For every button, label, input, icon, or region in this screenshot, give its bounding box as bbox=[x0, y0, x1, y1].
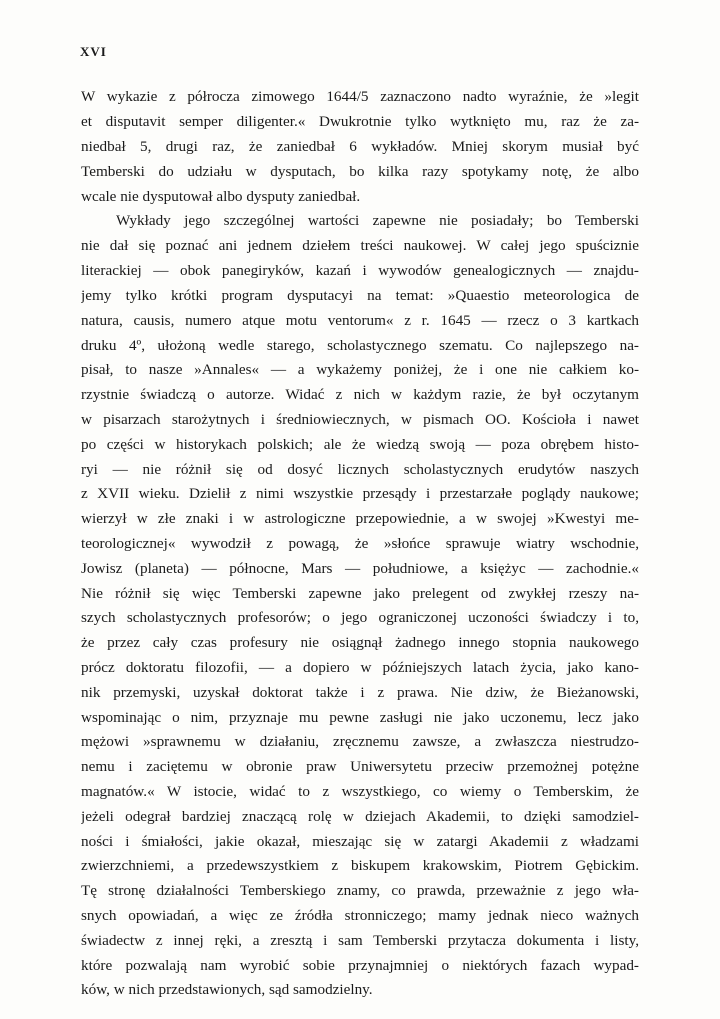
text-line: natura, causis, numero atque motu ventorum« z r. 1645 — rzecz o 3 kartkach bbox=[81, 312, 639, 329]
text-line: że przez cały czas profesury nie osiągnął żadnego innego stopnia naukowego bbox=[81, 634, 639, 651]
text-line: Tę stronę działalności Temberskiego znamy, co prawda, przeważnie z jego wła- bbox=[81, 882, 639, 899]
text-line: Nie różnił się więc Temberski zapewne jako prelegent od zwykłej rzeszy na- bbox=[81, 585, 639, 602]
text-line: jemy tylko krótki program dysputacyi na temat: »Quaestio meteorologica de bbox=[81, 287, 639, 304]
text-line: z XVII wieku. Dzielił z nimi wszystkie przesądy i przestarzałe poglądy naukowe; bbox=[81, 485, 639, 502]
text-line: ryi — nie różnił się od dosyć licznych scholastycznych erudytów naszych bbox=[81, 461, 639, 478]
text-line: zwierzchniemi, a przedewszystkiem z biskupem krakowskim, Piotrem Gębickim. bbox=[81, 857, 639, 874]
text-line: Jowisz (planeta) — północne, Mars — południowe, a księżyc — zachodnie.« bbox=[81, 560, 639, 577]
text-line: prócz doktoratu filozofii, — a dopiero w późniejszych latach życia, jako kano- bbox=[81, 659, 639, 676]
text-line: szych scholastycznych profesorów; o jego ograniczonej uczoności świadczy i to, bbox=[81, 609, 639, 626]
text-line: w pisarzach starożytnych i średniowiecznych, w pismach OO. Kościoła i nawet bbox=[81, 411, 639, 428]
text-line: nemu i zaciętemu w obronie praw Uniwersytetu przeciw przemożnej potężne bbox=[81, 758, 639, 775]
text-line: ności i śmiałości, jakie okazał, mieszając się w zatargi Akademii z władzami bbox=[81, 833, 639, 850]
text-line: wspominając o nim, przyznaje mu pewne zasługi nie jako uczonemu, lecz jako bbox=[81, 709, 639, 726]
text-line: po części w historykach polskich; ale że wiedzą swoją — poza obrębem histo- bbox=[81, 436, 639, 453]
text-line: teorologicznej« wywodził z powagą, że »słońce sprawuje wiatry wschodnie, bbox=[81, 535, 639, 552]
text-line: nik przemyski, uzyskał doktorat także i z prawa. Nie dziw, że Bieżanowski, bbox=[81, 684, 639, 701]
text-line: wcale nie dysputował albo dysputy zaniedbał. bbox=[81, 188, 361, 205]
text-line: magnatów.« W istocie, widać to z wszystkiego, co wiemy o Temberskim, że bbox=[81, 783, 639, 800]
text-line: Wykłady jego szczególnej wartości zapewne nie posiadały; bo Temberski bbox=[116, 212, 639, 229]
page-number: XVI bbox=[80, 44, 107, 59]
text-line: et disputavit semper diligenter.« Dwukrotnie tylko wytknięto mu, raz że za- bbox=[81, 113, 639, 130]
text-line: jeżeli odegrał bardziej znaczącą rolę w dziejach Akademii, to dzięki samodziel- bbox=[81, 808, 639, 825]
text-line: snych opowiadań, a więc ze źródła stronniczego; mamy jednak nieco ważnych bbox=[81, 907, 639, 924]
text-line: nie dał się poznać ani jednem dziełem treści naukowej. W całej jego spuściznie bbox=[81, 237, 639, 254]
text-line: literackiej — obok panegiryków, kazań i wywodów genealogicznych — znajdu- bbox=[81, 262, 639, 279]
text-line: W wykazie z półrocza zimowego 1644/5 zaznaczono nadto wyraźnie, że »legit bbox=[81, 88, 639, 105]
text-line: mężowi »sprawnemu w działaniu, zręcznemu zawsze, a zwłaszcza niestrudzo- bbox=[81, 733, 639, 750]
text-line: Temberski do udziału w dysputach, bo kilka razy spotykamy notę, że albo bbox=[81, 163, 639, 180]
text-line: druku 4º, ułożoną wedle starego, scholastycznego szematu. Co najlepszego na- bbox=[81, 337, 639, 354]
text-line: pisał, to nasze »Annales« — a wykażemy poniżej, że i one nie całkiem ko- bbox=[81, 361, 639, 378]
text-line: niedbał 5, drugi raz, że zaniedbał 6 wykładów. Mniej skorym musiał być bbox=[81, 138, 639, 155]
text-line: które pozwalają nam wyrobić sobie przynajmniej o niektórych fazach wypad- bbox=[81, 957, 639, 974]
text-line: rzystnie świadczą o autorze. Widać z nich w każdym razie, że był oczytanym bbox=[81, 386, 639, 403]
text-line: ków, w nich przedstawionych, sąd samodzielny. bbox=[81, 981, 373, 998]
text-line: wierzył w złe znaki i w astrologiczne przepowiednie, a w swojej »Kwestyi me- bbox=[81, 510, 639, 527]
text-line: świadectw z innej ręki, a zresztą i sam Temberski przytacza dokumenta i listy, bbox=[81, 932, 639, 949]
